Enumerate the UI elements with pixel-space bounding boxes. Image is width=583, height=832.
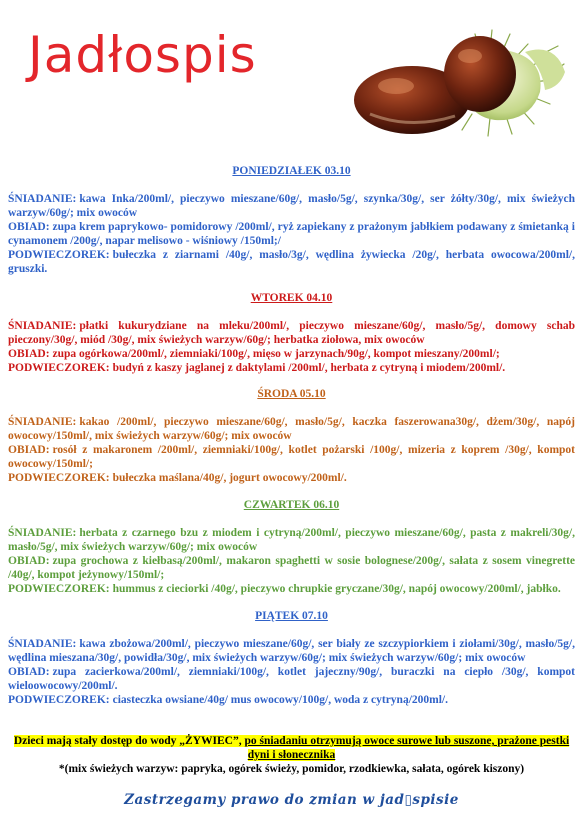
meal-text: hummus z cieciorki /40g/, pieczywo chrupkie gryczane/30g/, napój owocowy/200ml/, jabłko.	[112, 582, 561, 595]
meal-text: zupa grochowa z kiełbasą/200ml/, makaron spaghetti w sosie bolognese/200g/, sałata z sosem vinegrette /40g/, kompot jeżynowy/150ml/;	[8, 554, 575, 581]
meal-lunch	[8, 554, 575, 582]
meal-breakfast	[8, 526, 575, 554]
day-header-wednesday: ŚRODA 05.10	[257, 388, 326, 400]
day-thursday	[8, 499, 575, 596]
meal-breakfast	[8, 192, 575, 220]
meal-label: OBIAD:	[8, 665, 50, 678]
meal-text: rosół z makaronem /200ml/, ziemniaki/100g/, kotlet pożarski /100g/, mizeria z koprem /30g/, kompot owocowy/150ml/;	[8, 443, 575, 470]
meal-label: PODWIECZOREK:	[8, 361, 110, 374]
meal-label: ŚNIADANIE:	[8, 192, 77, 205]
meal-breakfast	[8, 415, 575, 443]
meal-label: OBIAD:	[8, 554, 50, 567]
meal-label: PODWIECZOREK:	[8, 693, 110, 706]
meal-text: kawa Inka/200ml/, pieczywo mieszane/60g/, masło/5g/, szynka/30g/, ser żółty/30g/, mix świeżych warzyw/60g/; mix owoców	[8, 192, 575, 219]
water-fruit-note	[8, 734, 575, 762]
day-header-tuesday: WTOREK 04.10	[250, 292, 333, 304]
info-note	[8, 734, 575, 776]
meal-text: kawa zbożowa/200ml/, pieczywo mieszane/60g/, ser biały ze szczypiorkiem i ziołami/30g/, masło/5g/, wędlina mieszana/30g/, powidła/30g/, mix świeżych warzyw/60g/; mix świeżych warzyw/60g/; mix owoców	[8, 637, 575, 664]
water-note: Dzieci mają stały dostęp do wody „ŻYWIEC”,	[13, 735, 245, 747]
meal-lunch	[8, 443, 575, 471]
meal-snack	[8, 471, 575, 485]
day-wednesday	[8, 388, 575, 485]
fruit-note: po śniadaniu otrzymują owoce surowe lub suszone, prażone pestki dyni i słonecznika	[244, 735, 570, 761]
vegetable-mix-note: *(mix świeżych warzyw: papryka, ogórek świeży, pomidor, rzodkiewka, sałata, ogórek kiszony)	[58, 763, 525, 775]
meal-lunch	[8, 665, 575, 693]
meal-lunch	[8, 347, 575, 361]
day-header-thursday: CZWARTEK 06.10	[243, 499, 340, 511]
meal-label: OBIAD:	[8, 443, 50, 456]
meal-label: PODWIECZOREK:	[8, 582, 110, 595]
day-header-monday: PONIEDZIAŁEK 03.10	[232, 165, 351, 177]
footer-disclaimer: Zastrzegamy prawo do zmian w jad▯spisie	[124, 792, 459, 808]
meal-label: ŚNIADANIE:	[8, 637, 77, 650]
meal-snack	[8, 582, 575, 596]
day-tuesday	[8, 292, 575, 375]
meal-snack	[8, 248, 575, 276]
chestnut-illustration	[330, 12, 570, 142]
meal-text: kakao /200ml/, pieczywo mieszane/60g/, masło/5g/, kaczka faszerowana30g/, dżem/30g/, napój owocowy/150ml/, mix świeżych warzyw/60g/; mix owoców	[8, 415, 575, 442]
page-title: Jadłospis	[28, 26, 257, 84]
meal-label: ŚNIADANIE:	[8, 415, 77, 428]
day-header-friday: PIĄTEK 07.10	[255, 610, 328, 622]
day-monday	[8, 165, 575, 276]
meal-breakfast	[8, 319, 575, 347]
meal-label: OBIAD:	[8, 347, 50, 360]
meal-label: OBIAD:	[8, 220, 50, 233]
meal-text: bułeczka z ziarnami /40g/, masło/3g/, wędlina żywiecka /20g/, herbata owocowa/200ml/, gruszki.	[8, 248, 575, 275]
meal-label: PODWIECZOREK:	[8, 248, 110, 261]
meal-text: zupa zacierkowa/200ml/, ziemniaki/100g/, kotlet jajeczny/90g/, buraczki na ciepło /30g/, kompot wieloowocowy/200ml/.	[8, 665, 575, 692]
meal-text: ciasteczka owsiane/40g/ mus owocowy/100g/, woda z cytryną/200ml/.	[112, 693, 448, 706]
meal-text: budyń z kaszy jaglanej z daktylami /200ml/, herbata z cytryną i miodem/200ml/.	[112, 361, 506, 374]
meal-snack	[8, 361, 575, 375]
meal-text: płatki kukurydziane na mleku/200ml/, pieczywo mieszane/60g/, masło/5g/, domowy schab pieczony/30g/, miód /30g/, mix świeżych warzyw/60g/; herbatka ziołowa, mix owoców	[8, 319, 575, 346]
day-friday	[8, 610, 575, 707]
meal-snack	[8, 693, 575, 707]
meal-text: bułeczka maślana/40g/, jogurt owocowy/200ml/.	[112, 471, 347, 484]
meal-label: PODWIECZOREK:	[8, 471, 110, 484]
meal-label: ŚNIADANIE:	[8, 526, 77, 539]
meal-text: herbata z czarnego bzu z miodem i cytryną/200ml/, pieczywo mieszane/60g/, pasta z makreli/30g/, masło/5g/, mix świeżych warzyw/60g/; mix owoców	[8, 526, 575, 553]
meal-text: zupa krem paprykowo- pomidorowy /200ml/, ryż zapiekany z prażonym jabłkiem podawany z śmietanką i cynamonem /200g/, napar melisowo - wiśniowy /150ml;/	[8, 220, 575, 247]
meal-label: ŚNIADANIE:	[8, 319, 77, 332]
meal-text: zupa ogórkowa/200ml/, ziemniaki/100g/, mięso w jarzynach/90g/, kompot mieszany/200ml/;	[52, 347, 500, 360]
meal-lunch	[8, 220, 575, 248]
meal-breakfast	[8, 637, 575, 665]
